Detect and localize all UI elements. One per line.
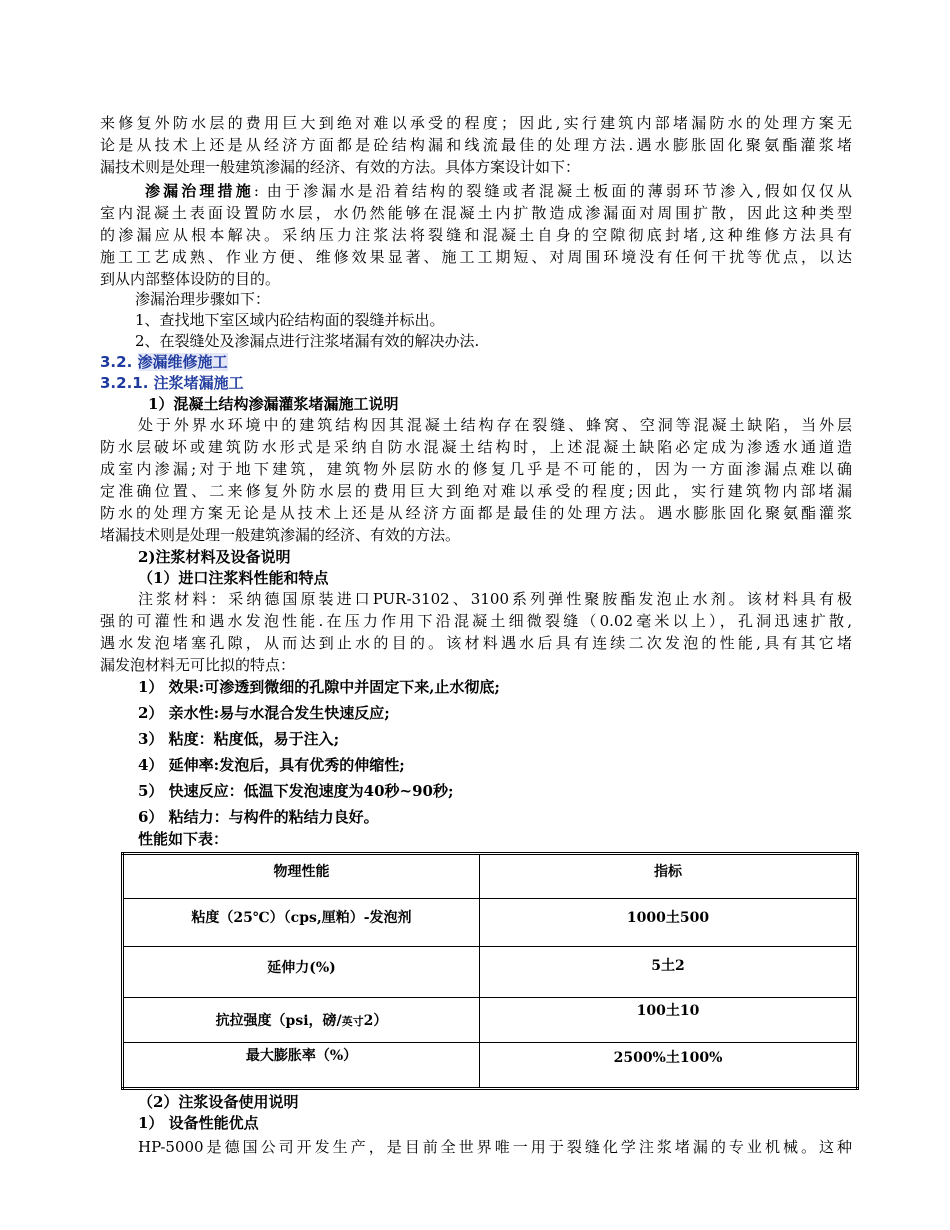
table-row [123, 947, 858, 998]
table-cell-property: 粘度（25℃）（cps,厘粕）-发泡剂 [123, 899, 480, 947]
sub3-subtitle: 1） 设备性能优点 [138, 1114, 259, 1132]
sub2-line-4: 漏发泡材料无可比拟的特点： [100, 656, 296, 674]
table-header-value: 指标 [480, 854, 858, 899]
intro-line-3: 漏技术则是处理一般建筑渗漏的经济、有效的方法。具体方案设计如下： [100, 158, 581, 176]
sub1-title: 1）混凝土结构渗漏灌浆堵漏施工说明 [148, 395, 399, 413]
feature-item-2: 2） 亲水性:易与水混合发生快速反应; [138, 704, 390, 722]
table-cell-property-main: 抗拉强度（psi，磅/ [215, 1013, 342, 1029]
table-cell-property-unit: 英寸 [341, 1015, 364, 1028]
measures-first-line-text: : 由于渗漏水是沿着结构的裂缝或者混凝土板面的薄弱环节渗入,假如仅仅从 [253, 182, 852, 200]
table-intro: 性能如下表： [138, 830, 229, 848]
sub3-line-1: HP-5000是德国公司开发生产，是目前全世界唯一用于裂缝化学注浆堵漏的专业机械。这种 [138, 1138, 852, 1156]
table-cell-property: 延伸力(%) [123, 947, 480, 998]
table-cell-property [123, 998, 480, 1043]
feature-item-3: 3） 粘度：粘度低，易于注入; [138, 730, 340, 748]
section-3-2-number: 3.2. [100, 353, 133, 371]
feature-item-4: 4） 延伸率:发泡后，具有优秀的伸缩性; [138, 756, 405, 774]
sub1-line-5: 防水的处理方案无论是从技术上还是从经济方面都是最佳的处理方法。遇水膨胀固化聚氨酯灌浆 [100, 504, 852, 522]
measures-first-line [145, 180, 852, 202]
table-cell-value: 100土10 [480, 998, 858, 1043]
table-row [123, 1043, 858, 1089]
sub1-line-1: 处于外界水环境中的建筑结构因其混凝土结构存在裂缝、蜂窝、空洞等混凝土缺陷，当外层 [138, 416, 852, 434]
table-cell-value: 1000土500 [480, 899, 858, 947]
sub2-line-3: 遇水发泡堵塞孔隙，从而达到止水的目的。该材料遇水后具有连续二次发泡的性能,具有其它堵 [100, 634, 852, 652]
table-row [123, 899, 858, 947]
section-3-2-1-title: 注浆堵漏施工 [153, 374, 244, 392]
feature-item-5: 5） 快速反应：低温下发泡速度为40秒~90秒; [138, 782, 454, 800]
measures-line-3: 的渗漏应从根本解决。采纳压力注浆法将裂缝和混凝土自身的空隙彻底封堵,这种维修方法具有 [100, 226, 852, 244]
section-3-2-heading [100, 351, 228, 373]
intro-line-1: 来修复外防水层的费用巨大到绝对难以承受的程度；因此,实行建筑内部堵漏防水的处理方案无 [100, 114, 852, 132]
sub3-title: （2）注浆设备使用说明 [138, 1093, 299, 1111]
intro-line-2: 论是从技术上还是从经济方面都是砼结构漏和线流最佳的处理方法.遇水膨胀固化聚氨酯灌浆堵 [100, 136, 852, 154]
measures-line-5: 到从内部整体设防的目的。 [100, 270, 281, 288]
table-header-property: 物理性能 [123, 854, 480, 899]
measures-line-4: 施工工艺成熟、作业方便、维修效果显著、施工工期短、对周围环境没有任何干扰等优点，以达 [100, 248, 852, 266]
steps-item-1: 1、查找地下室区域内砼结构面的裂缝并标出。 [135, 311, 445, 329]
sub2-title: 2)注浆材料及设备说明 [138, 548, 291, 566]
table-cell-value: 5土2 [480, 947, 858, 998]
table-cell-value: 2500%土100% [480, 1043, 858, 1089]
sub1-line-3: 成室内渗漏;对于地下建筑，建筑物外层防水的修复几乎是不可能的，因为一方面渗漏点难以确 [100, 460, 852, 478]
feature-item-6: 6） 粘结力：与构件的粘结力良好。 [138, 808, 379, 826]
measures-line-2: 室内混凝土表面设置防水层，水仍然能够在混凝土内扩散造成渗漏面对周围扩散，因此这种类型 [100, 204, 852, 222]
table-row [123, 998, 858, 1043]
sub2-line-2: 强的可灌性和遇水发泡性能.在压力作用下沿混凝土细微裂缝（0.02毫米以上），孔洞迅速扩散, [100, 612, 852, 630]
steps-item-2: 2、在裂缝处及渗漏点进行注浆堵漏有效的解决办法. [135, 332, 480, 350]
sub2-subtitle: （1）进口注浆料性能和特点 [138, 569, 329, 587]
section-3-2-1-heading [100, 372, 244, 394]
table-cell-property: 最大膨胀率（%） [123, 1043, 480, 1089]
feature-item-1: 1） 效果:可渗透到微细的孔隙中并固定下来,止水彻底; [138, 678, 500, 696]
table-header-row [123, 854, 858, 899]
steps-intro: 渗漏治理步骤如下： [135, 290, 271, 308]
section-3-2-title: 渗漏维修施工 [137, 353, 228, 371]
section-3-2-1-number: 3.2.1. [100, 374, 149, 392]
sub1-line-4: 定准确位置、二来修复外防水层的费用巨大到绝对难以承受的程度;因此，实行建筑物内部堵漏 [100, 482, 852, 500]
measures-label: 渗漏治理措施 [145, 182, 254, 200]
sub2-line-1: 注浆材料：采纳德国原装进口PUR-3102、3100系列弹性聚胺酯发泡止水剂。该材料具有极 [138, 590, 852, 608]
sub1-line-2: 防水层破坏或建筑防水形式是采纳自防水混凝土结构时，上述混凝土缺陷必定成为渗透水通道造 [100, 438, 852, 456]
performance-table [121, 852, 859, 1090]
table-cell-property-end: 2） [363, 1013, 388, 1029]
sub1-line-6: 堵漏技术则是处理一般建筑渗漏的经济、有效的方法。 [100, 526, 461, 544]
